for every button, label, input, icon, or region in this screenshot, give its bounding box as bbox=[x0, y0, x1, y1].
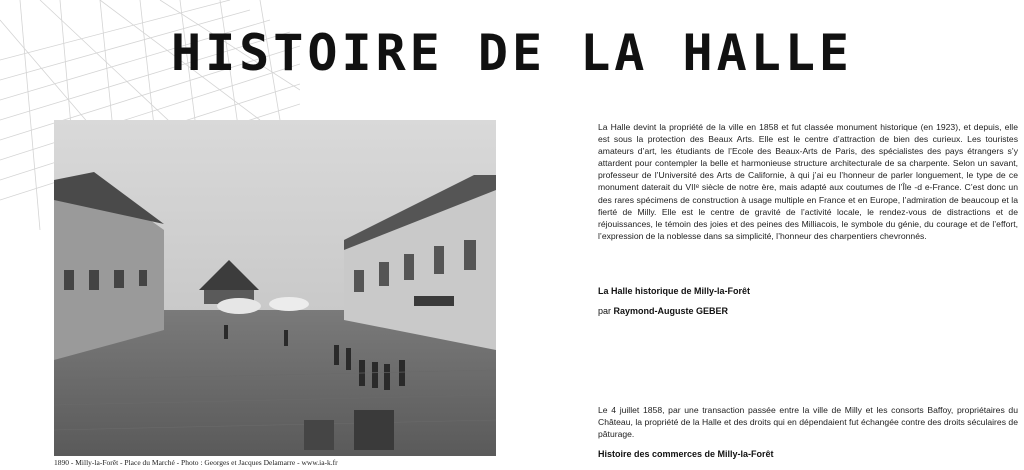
author-name: Raymond-Auguste GEBER bbox=[613, 306, 729, 316]
photo-caption: 1890 - Milly-la-Forêt - Place du Marché - Photo : Georges et Jacques Delamarre - www.ia-k.fr bbox=[54, 458, 338, 467]
historic-market-photo bbox=[54, 120, 496, 456]
author-prefix: par bbox=[598, 306, 612, 316]
history-paragraph-1: La Halle devint la propriété de la ville en 1858 et fut classée monument historique (en 1923), et depuis, elle est sous la protection des Beaux Arts. Elle est le centre d’attraction de bien des curieux. Les touristes amateurs d’art, les étudiants de l’Ecole des Beaux-Arts de Paris, des spécialistes des pays étrangers s’y attardent pour contempler la belle et harmonieuse structure architecturale de sa charpente. Selon un savant, professeur de l’Université des Arts de Californie, à qui j’ai eu l’honneur de parler longuement, le type de ce monument daterait du VIIᵉ siècle de notre ère, mais adapté aux coutumes de l’Île -d e-France. C’est donc un des rares spécimens de construction à usage multiple en France et en Europe, l’admiration de beaucoup et la fierté de Milly. Elle est le centre de gravité de l’activité locale, le rendez-vous de distractions et de réjouissances, le témoin des joies et des peines des Milliacois, le symbole du génie, du courage et de l’effort, l’expression de la noblesse dans sa simplicité, l’honneur des charpentiers chevronnés. bbox=[598, 122, 1018, 241]
page-title: HISTOIRE DE LA HALLE bbox=[170, 24, 854, 82]
author-line bbox=[598, 306, 728, 316]
source-title-1: La Halle historique de Milly-la-Forêt bbox=[598, 286, 751, 296]
source-title-2: Histoire des commerces de Milly-la-Forêt bbox=[598, 449, 774, 459]
history-paragraph-2: Le 4 juillet 1858, par une transaction passée entre la ville de Milly et les consorts Baffoy, propriétaires du Château, la propriété de la Halle et des droits qui en dépendaient fut échangée contre des droits séculaires de pâturage. bbox=[598, 405, 1018, 440]
